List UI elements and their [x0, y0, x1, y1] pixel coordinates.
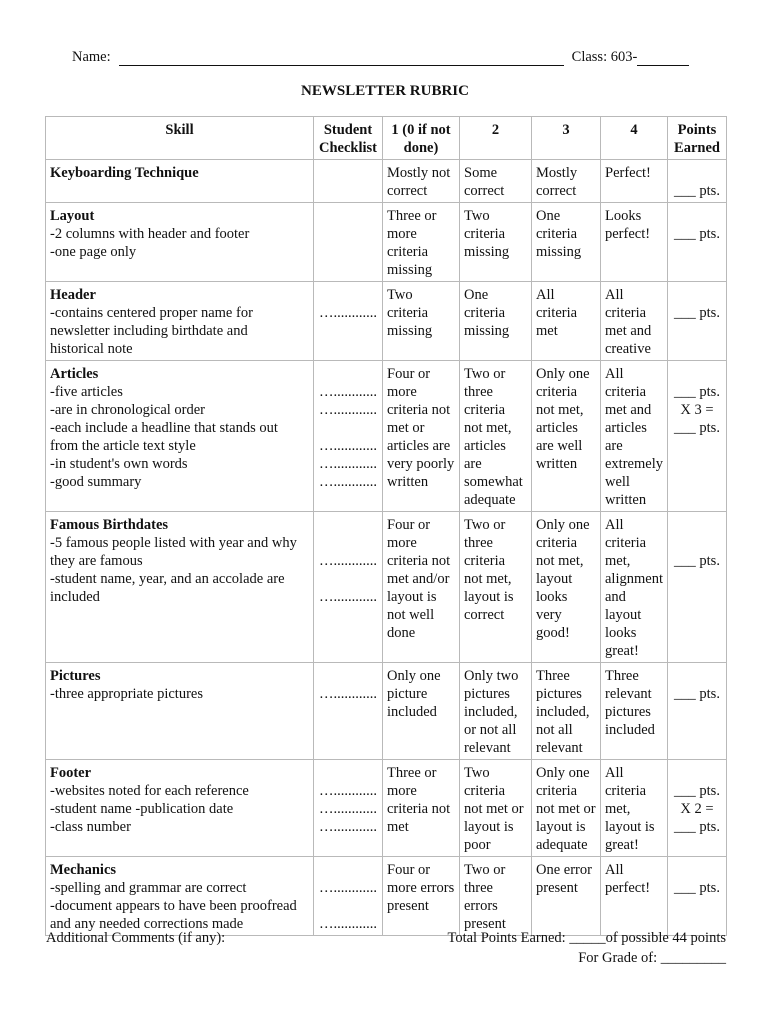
checklist-cell [314, 663, 383, 760]
score-description: not well [387, 607, 435, 623]
points-entry: ___ pts. [674, 553, 720, 569]
score-description: All [605, 862, 624, 878]
checklist-mark[interactable]: …............ [319, 305, 377, 321]
points-entry [672, 861, 722, 879]
points-entry: ___ pts. [674, 305, 720, 321]
score-description: Four or [387, 366, 431, 382]
rubric-row [46, 857, 727, 936]
score-description: Mostly not [387, 165, 451, 181]
rubric-row [46, 160, 727, 203]
score-description: met and [605, 323, 652, 339]
skill-criterion: -in student's own words [50, 456, 188, 472]
score-description: Some [464, 165, 498, 181]
checklist-cell [314, 282, 383, 361]
checklist-mark [318, 419, 378, 437]
points-cell[interactable] [668, 361, 727, 512]
score-description: and [605, 589, 626, 605]
score-2-cell [460, 760, 532, 857]
checklist-mark[interactable]: …............ [319, 801, 377, 817]
checklist-mark [318, 286, 378, 304]
score-description: or not all [464, 722, 517, 738]
score-description: correct [387, 183, 428, 199]
score-description: are well [536, 438, 583, 454]
score-description: Four or [387, 517, 431, 533]
points-entry: ___ pts. [674, 183, 720, 199]
score-description: criteria [464, 553, 506, 569]
score-description: picture [387, 686, 428, 702]
score-description: criteria [387, 305, 429, 321]
skill-cell [46, 203, 314, 282]
score-description: very [536, 607, 562, 623]
score-description: relevant [605, 686, 652, 702]
col-skill: Skill [46, 117, 314, 160]
score-description: criteria [387, 244, 429, 260]
score-description: layout is [464, 819, 514, 835]
checklist-cell [314, 857, 383, 936]
score-4-cell [601, 361, 668, 512]
checklist-cell [314, 760, 383, 857]
score-4-cell [601, 663, 668, 760]
score-description: Two [464, 765, 490, 781]
score-description: Only one [387, 668, 441, 684]
score-description: met [536, 323, 558, 339]
class-label: Class: 603- [571, 49, 638, 65]
checklist-mark[interactable]: …............ [319, 916, 377, 932]
score-2-cell [460, 512, 532, 663]
col-score-1: 1 (0 if not done) [383, 117, 460, 160]
score-1-cell [383, 512, 460, 663]
score-description: written [387, 474, 429, 490]
skill-title: Footer [50, 765, 92, 781]
score-1-cell [383, 160, 460, 203]
score-description: criteria [605, 305, 647, 321]
points-entry: X 2 = [680, 801, 714, 817]
points-entry [672, 286, 722, 304]
score-description: Perfect! [605, 165, 651, 181]
score-description: One [536, 208, 561, 224]
score-description: creative [605, 341, 651, 357]
skill-cell [46, 857, 314, 936]
skill-cell [46, 760, 314, 857]
score-description: extremely [605, 456, 663, 472]
skill-criterion: -document appears to have been proofread [50, 898, 297, 914]
points-cell[interactable] [668, 663, 727, 760]
points-entry: ___ pts. [674, 420, 720, 436]
skill-cell [46, 282, 314, 361]
score-1-cell [383, 282, 460, 361]
score-description: layout is [464, 589, 514, 605]
score-1-cell [383, 663, 460, 760]
score-description: great! [605, 837, 639, 853]
score-description: correct [464, 183, 505, 199]
score-description: relevant [536, 740, 583, 756]
score-4-cell [601, 857, 668, 936]
score-description: correct [536, 183, 577, 199]
points-entry: ___ pts. [674, 819, 720, 835]
score-description: included [605, 722, 655, 738]
score-description: more [387, 384, 417, 400]
col-score-3: 3 [532, 117, 601, 160]
score-description: met, [605, 553, 631, 569]
skill-criterion: -5 famous people listed with year and why [50, 535, 297, 551]
score-4-cell [601, 203, 668, 282]
score-4-cell [601, 512, 668, 663]
score-description: missing [387, 323, 433, 339]
score-description: criteria [536, 535, 578, 551]
score-description: All [536, 287, 555, 303]
score-description: articles [464, 438, 506, 454]
score-description: criteria [605, 783, 647, 799]
score-description: not met, [464, 571, 512, 587]
score-description: Two [387, 287, 413, 303]
score-description: All [605, 517, 624, 533]
checklist-mark [318, 365, 378, 383]
skill-criterion: -spelling and grammar are correct [50, 880, 247, 896]
checklist-mark [318, 570, 378, 588]
skill-criterion: they are famous [50, 553, 143, 569]
score-description: criteria [536, 384, 578, 400]
score-description: pictures [464, 686, 510, 702]
score-description: missing [464, 244, 510, 260]
score-description: present [464, 916, 506, 932]
checklist-mark[interactable]: …............ [319, 686, 377, 702]
score-description: perfect! [605, 880, 651, 896]
points-entry [672, 764, 722, 782]
checklist-mark[interactable]: …............ [319, 819, 377, 835]
score-description: criteria [605, 384, 647, 400]
footer-area [46, 930, 726, 970]
checklist-cell [314, 203, 383, 282]
score-description: poor [464, 837, 491, 853]
score-2-cell [460, 663, 532, 760]
score-description: included [387, 704, 437, 720]
checklist-cell [314, 361, 383, 512]
score-description: included, [536, 704, 590, 720]
score-description: Only one [536, 517, 590, 533]
score-description: present [387, 898, 429, 914]
score-description: Three [605, 668, 639, 684]
score-description: pictures [605, 704, 651, 720]
checklist-cell [314, 160, 383, 203]
points-entry [672, 534, 722, 552]
score-description: articles [536, 420, 578, 436]
score-description: correct [464, 607, 505, 623]
rubric-row [46, 282, 727, 361]
score-description: perfect! [605, 226, 651, 242]
points-cell[interactable] [668, 857, 727, 936]
skill-cell [46, 361, 314, 512]
score-description: very poorly [387, 456, 455, 472]
rubric-row [46, 512, 727, 663]
skill-cell [46, 663, 314, 760]
score-description: criteria [536, 226, 578, 242]
score-description: Two or [464, 517, 506, 533]
score-description: missing [387, 262, 433, 278]
score-description: layout is [387, 589, 437, 605]
score-description: looks [605, 625, 637, 641]
score-description: criteria [464, 226, 506, 242]
class-field[interactable] [637, 51, 689, 66]
score-description: criteria not [387, 801, 451, 817]
checklist-mark[interactable]: …............ [319, 384, 377, 400]
score-description: All [605, 366, 624, 382]
points-entry [672, 365, 722, 383]
score-description: well [605, 474, 630, 490]
rubric-table [45, 116, 727, 936]
score-description: adequate [464, 492, 516, 508]
points-entry: ___ pts. [674, 880, 720, 896]
checklist-mark[interactable]: …............ [319, 474, 377, 490]
col-score-2: 2 [460, 117, 532, 160]
skill-title: Mechanics [50, 862, 117, 878]
score-description: Only two [464, 668, 519, 684]
header-row [46, 117, 727, 160]
points-entry: X 3 = [680, 402, 714, 418]
skill-cell [46, 160, 314, 203]
skill-criterion: -three appropriate pictures [50, 686, 203, 702]
score-description: adequate [536, 837, 588, 853]
score-description: Three or [387, 208, 437, 224]
score-description: criteria [464, 402, 506, 418]
score-description: criteria [536, 305, 578, 321]
points-entry: ___ pts. [674, 686, 720, 702]
score-description: three [464, 880, 493, 896]
score-description: Two or [464, 366, 506, 382]
points-cell[interactable] [668, 160, 727, 203]
points-entry [672, 164, 722, 182]
score-description: alignment [605, 571, 663, 587]
score-description: met [387, 819, 409, 835]
checklist-mark [318, 764, 378, 782]
score-description: layout [536, 571, 573, 587]
score-description: criteria not [387, 553, 451, 569]
checklist-cell [314, 512, 383, 663]
score-description: not met or [536, 801, 596, 817]
score-description: met, [605, 801, 631, 817]
score-description: criteria [464, 305, 506, 321]
skill-criterion: and any needed corrections made [50, 916, 244, 932]
score-description: Only one [536, 765, 590, 781]
skill-criterion: -student name, year, and an accolade are [50, 571, 285, 587]
score-description: Looks [605, 208, 642, 224]
score-description: not met, [464, 420, 512, 436]
points-entry: ___ pts. [674, 783, 720, 799]
score-description: great! [605, 643, 639, 659]
score-3-cell [532, 361, 601, 512]
score-description: articles are [387, 438, 451, 454]
score-2-cell [460, 857, 532, 936]
score-description: Four or [387, 862, 431, 878]
skill-criterion: -each include a headline that stands out [50, 420, 278, 436]
score-4-cell [601, 282, 668, 361]
points-entry: ___ pts. [674, 384, 720, 400]
score-description: are [605, 438, 623, 454]
total-points-line[interactable]: Total Points Earned: _____of possible 44 points [447, 930, 726, 946]
skill-cell [46, 512, 314, 663]
skill-criterion: -contains centered proper name for [50, 305, 253, 321]
skill-title: Header [50, 287, 96, 303]
score-description: met and [605, 402, 652, 418]
skill-criterion: -2 columns with header and footer [50, 226, 250, 242]
checklist-mark[interactable]: …............ [319, 553, 377, 569]
score-1-cell [383, 203, 460, 282]
checklist-mark [318, 667, 378, 685]
score-2-cell [460, 160, 532, 203]
score-description: All [605, 765, 624, 781]
skill-criterion: -good summary [50, 474, 142, 490]
skill-criterion: -are in chronological order [50, 402, 205, 418]
score-description: One error [536, 862, 592, 878]
score-description: layout is [536, 819, 586, 835]
score-2-cell [460, 203, 532, 282]
points-cell[interactable] [668, 282, 727, 361]
rubric-row [46, 760, 727, 857]
col-checklist: Student Checklist [314, 117, 383, 160]
checklist-mark[interactable]: …............ [319, 438, 377, 454]
skill-criterion: -five articles [50, 384, 123, 400]
skill-title: Layout [50, 208, 95, 224]
name-label: Name: [72, 49, 111, 65]
score-description: done [387, 625, 416, 641]
score-description: three [464, 384, 493, 400]
checklist-mark[interactable]: …............ [319, 456, 377, 472]
score-description: more [387, 226, 417, 242]
score-1-cell [383, 760, 460, 857]
checklist-mark[interactable]: …............ [319, 589, 377, 605]
score-2-cell [460, 361, 532, 512]
points-entry [672, 207, 722, 225]
score-description: missing [536, 244, 582, 260]
checklist-mark [318, 534, 378, 552]
score-description: not met, [536, 553, 584, 569]
skill-title: Articles [50, 366, 99, 382]
skill-title: Famous Birthdates [50, 517, 169, 533]
score-description: articles [605, 420, 647, 436]
points-cell[interactable] [668, 512, 727, 663]
checklist-mark [318, 861, 378, 879]
score-description: criteria [536, 783, 578, 799]
score-1-cell [383, 857, 460, 936]
score-description: looks [536, 589, 568, 605]
score-description: not met or [464, 801, 524, 817]
score-description: errors [464, 898, 498, 914]
points-cell[interactable] [668, 203, 727, 282]
score-4-cell [601, 160, 668, 203]
score-description: three [464, 535, 493, 551]
score-description: criteria [605, 535, 647, 551]
score-description: Two or [464, 862, 506, 878]
score-4-cell [601, 760, 668, 857]
score-description: written [536, 456, 578, 472]
score-description: met or [387, 420, 425, 436]
score-description: Three [536, 668, 570, 684]
skill-title: Pictures [50, 668, 101, 684]
score-description: present [536, 880, 578, 896]
score-description: more [387, 783, 417, 799]
score-description: Three or [387, 765, 437, 781]
score-description: met and/or [387, 571, 450, 587]
skill-title: Keyboarding Technique [50, 165, 199, 181]
score-3-cell [532, 203, 601, 282]
name-field[interactable] [119, 51, 564, 66]
skill-criterion: historical note [50, 341, 133, 357]
score-description: criteria [464, 783, 506, 799]
checklist-mark[interactable]: …............ [319, 402, 377, 418]
rubric-row [46, 361, 727, 512]
score-description: are [464, 456, 482, 472]
score-3-cell [532, 663, 601, 760]
checklist-mark [318, 897, 378, 915]
score-description: Only one [536, 366, 590, 382]
score-description: somewhat [464, 474, 523, 490]
score-3-cell [532, 760, 601, 857]
col-points: Points Earned [668, 117, 727, 160]
skill-criterion: -websites noted for each reference [50, 783, 249, 799]
rubric-row [46, 663, 727, 760]
score-description: good! [536, 625, 570, 641]
score-3-cell [532, 857, 601, 936]
score-description: relevant [464, 740, 511, 756]
skill-criterion: -class number [50, 819, 131, 835]
score-description: layout [605, 607, 642, 623]
score-3-cell [532, 160, 601, 203]
skill-criterion: from the article text style [50, 438, 196, 454]
page-title: NEWSLETTER RUBRIC [301, 83, 469, 99]
name-class-line [72, 46, 702, 66]
checklist-mark[interactable]: …............ [319, 783, 377, 799]
checklist-mark[interactable]: …............ [319, 880, 377, 896]
grade-line[interactable]: For Grade of: _________ [578, 950, 726, 966]
skill-criterion: -student name -publication date [50, 801, 234, 817]
additional-comments-label: Additional Comments (if any): [46, 930, 226, 946]
score-2-cell [460, 282, 532, 361]
score-description: Two [464, 208, 490, 224]
checklist-mark [318, 516, 378, 534]
score-description: not met, [536, 402, 584, 418]
score-3-cell [532, 282, 601, 361]
points-entry [672, 667, 722, 685]
score-description: not all [536, 722, 573, 738]
score-description: Mostly [536, 165, 578, 181]
skill-criterion: newsletter including birthdate and [50, 323, 248, 339]
points-cell[interactable] [668, 760, 727, 857]
score-description: One [464, 287, 489, 303]
skill-criterion: -one page only [50, 244, 137, 260]
points-entry [672, 516, 722, 534]
skill-criterion: included [50, 589, 100, 605]
score-description: more [387, 535, 417, 551]
score-description: missing [464, 323, 510, 339]
score-1-cell [383, 361, 460, 512]
score-description: written [605, 492, 647, 508]
score-description: criteria not [387, 402, 451, 418]
score-description: layout is [605, 819, 655, 835]
points-entry: ___ pts. [674, 226, 720, 242]
rubric-row [46, 203, 727, 282]
col-score-4: 4 [601, 117, 668, 160]
score-description: included, [464, 704, 518, 720]
score-description: more errors [387, 880, 455, 896]
score-3-cell [532, 512, 601, 663]
score-description: All [605, 287, 624, 303]
score-description: pictures [536, 686, 582, 702]
